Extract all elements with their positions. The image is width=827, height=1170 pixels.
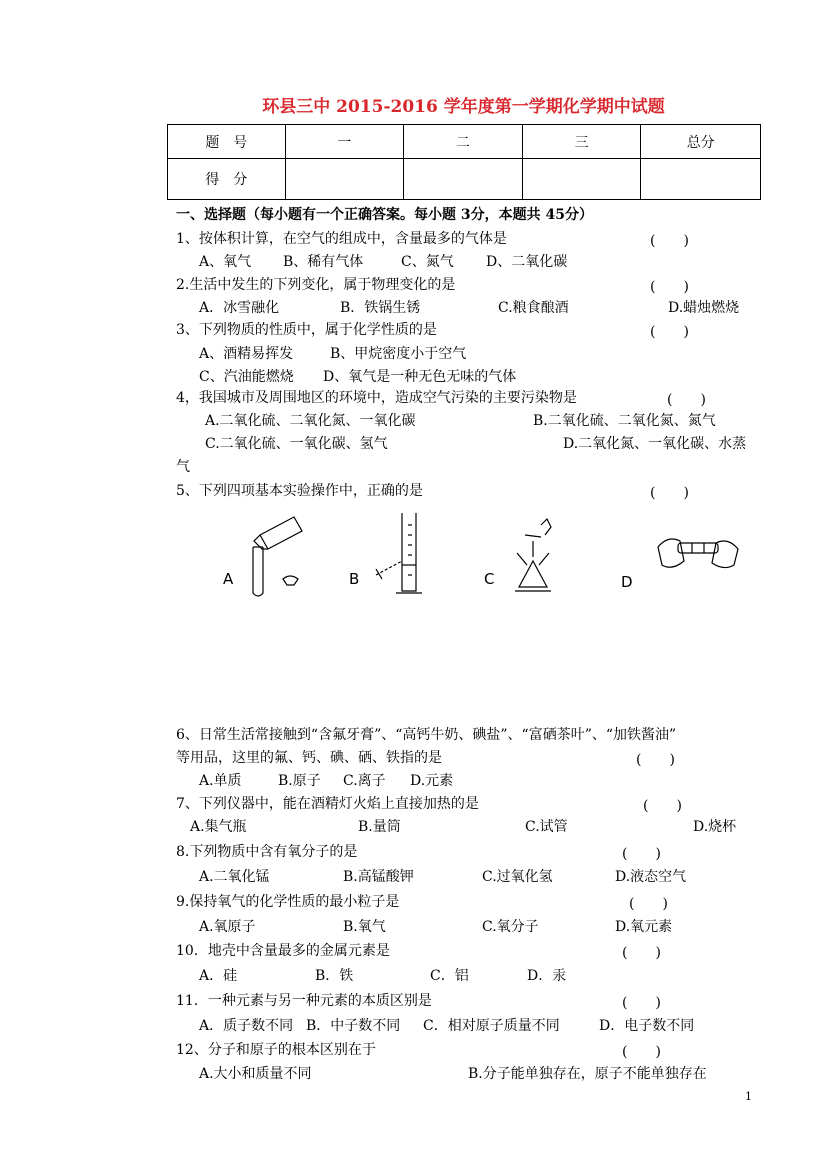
option: B.分子能单独存在，原子不能单独存在 — [468, 1066, 707, 1082]
option: D.二氧化氮、一氧化碳、水蒸 — [563, 436, 747, 452]
option: C.离子 — [343, 773, 386, 789]
figure-label: D — [621, 573, 633, 591]
option: D.元素 — [410, 773, 454, 789]
answer-blank[interactable]: ( ) — [650, 485, 689, 501]
option: C、氮气 — [401, 254, 454, 270]
option: D.氧元素 — [615, 919, 673, 935]
score-table-header: 题 号 — [168, 125, 286, 159]
question-stem: 等用品，这里的氟、钙、碘、硒、铁指的是 — [176, 750, 442, 766]
score-cell[interactable] — [522, 159, 641, 200]
answer-blank[interactable]: ( ) — [622, 995, 661, 1011]
answer-blank[interactable]: ( ) — [650, 233, 689, 249]
answer-blank[interactable]: ( ) — [622, 846, 661, 862]
score-table — [167, 124, 761, 200]
option: A.单质 — [199, 773, 242, 789]
score-table-header: 三 — [522, 125, 641, 159]
option: B.高锰酸钾 — [343, 869, 414, 885]
score-row-label: 得 分 — [168, 159, 286, 200]
question-stem: 10．地壳中含量最多的金属元素是 — [176, 943, 390, 959]
question-stem: 8.下列物质中含有氧分子的是 — [176, 844, 358, 860]
question-stem: 11．一种元素与另一种元素的本质区别是 — [176, 993, 432, 1009]
smelling-gas-figure — [505, 505, 565, 600]
figure-label: A — [223, 570, 234, 588]
answer-blank[interactable]: ( ) — [622, 945, 661, 961]
option: D．汞 — [527, 968, 567, 984]
option: B.氧气 — [343, 919, 386, 935]
option: A.集气瓶 — [190, 819, 247, 835]
option: A.二氧化锰 — [199, 869, 270, 885]
option: A.二氧化硫、二氧化氮、一氧化碳 — [205, 413, 416, 429]
question-stem: 9.保持氧气的化学性质的最小粒子是 — [176, 894, 400, 910]
question-stem: 1、按体积计算，在空气的组成中，含量最多的气体是 — [176, 231, 507, 247]
graduated-cylinder-figure — [372, 505, 432, 600]
option: A．冰雪融化 — [199, 300, 280, 316]
answer-blank[interactable]: ( ) — [629, 896, 668, 912]
option: B、甲烷密度小于空气 — [330, 346, 467, 362]
question-stem: 2.生活中发生的下列变化，属于物理变化的是 — [176, 277, 456, 293]
exam-title: 环县三中 2015-2016 学年度第一学期化学期中试题 — [262, 97, 665, 117]
answer-blank[interactable]: ( ) — [622, 1044, 661, 1060]
figure-label: C — [484, 570, 495, 588]
question-stem: 12、分子和原子的根本区别在于 — [176, 1042, 376, 1058]
option: B．铁锅生锈 — [340, 300, 421, 316]
option-wrap: 气 — [176, 459, 190, 475]
option: B.原子 — [278, 773, 321, 789]
question-stem: 3、下列物质的性质中，属于化学性质的是 — [176, 322, 437, 338]
option: B、稀有气体 — [283, 254, 364, 270]
question-stem: 6、日常生活常接触到“含氟牙膏”、“高钙牛奶、碘盐”、“富硒茶叶”、“加铁酱油” — [176, 727, 677, 743]
option: D、二氧化碳 — [486, 254, 568, 270]
option: B．中子数不同 — [306, 1018, 401, 1034]
section-heading: 一、选择题（每小题有一个正确答案。每小题 3分，本题共 45分） — [176, 207, 593, 223]
option: D、氧气是一种无色无味的气体 — [323, 369, 517, 385]
option: B.量筒 — [358, 819, 401, 835]
pouring-liquid-figure — [238, 505, 308, 600]
option: A.大小和质量不同 — [199, 1066, 312, 1082]
question-stem: 7、下列仪器中，能在酒精灯火焰上直接加热的是 — [176, 796, 479, 812]
option: B．铁 — [315, 968, 354, 984]
answer-blank[interactable]: ( ) — [643, 798, 682, 814]
option: C.粮食酿酒 — [498, 300, 569, 316]
question-stem: 4，我国城市及周围地区的环境中，造成空气污染的主要污染物是 — [176, 390, 577, 406]
option: C、汽油能燃烧 — [199, 369, 294, 385]
option: A．硅 — [199, 968, 238, 984]
option: C.试管 — [525, 819, 568, 835]
score-table-header: 一 — [285, 125, 404, 159]
answer-blank[interactable]: ( ) — [667, 392, 706, 408]
answer-blank[interactable]: ( ) — [636, 752, 675, 768]
score-cell[interactable] — [641, 159, 761, 200]
option: C．相对原子质量不同 — [423, 1018, 560, 1034]
score-cell[interactable] — [285, 159, 404, 200]
score-cell[interactable] — [404, 159, 523, 200]
figure-label: B — [349, 570, 360, 588]
option: C．铝 — [430, 968, 469, 984]
option: D.蜡烛燃烧 — [668, 300, 740, 316]
score-table-header: 二 — [404, 125, 523, 159]
option: D.烧杯 — [693, 819, 737, 835]
option: D.液态空气 — [615, 869, 687, 885]
option: C.二氧化硫、一氧化碳、氢气 — [205, 436, 388, 452]
holding-test-tube-figure — [652, 525, 744, 585]
question-stem: 5、下列四项基本实验操作中，正确的是 — [176, 483, 423, 499]
option: A．质子数不同 — [199, 1018, 294, 1034]
option: B.二氧化硫、二氧化氮、氮气 — [533, 413, 716, 429]
option: A、氧气 — [199, 254, 252, 270]
score-table-header: 总分 — [641, 125, 761, 159]
option: A、酒精易挥发 — [199, 346, 294, 362]
answer-blank[interactable]: ( ) — [650, 324, 689, 340]
option: A.氧原子 — [199, 919, 256, 935]
option: C.氧分子 — [482, 919, 539, 935]
page-number: 1 — [745, 1090, 752, 1103]
answer-blank[interactable]: ( ) — [650, 279, 689, 295]
option: C.过氧化氢 — [482, 869, 553, 885]
option: D．电子数不同 — [599, 1018, 695, 1034]
